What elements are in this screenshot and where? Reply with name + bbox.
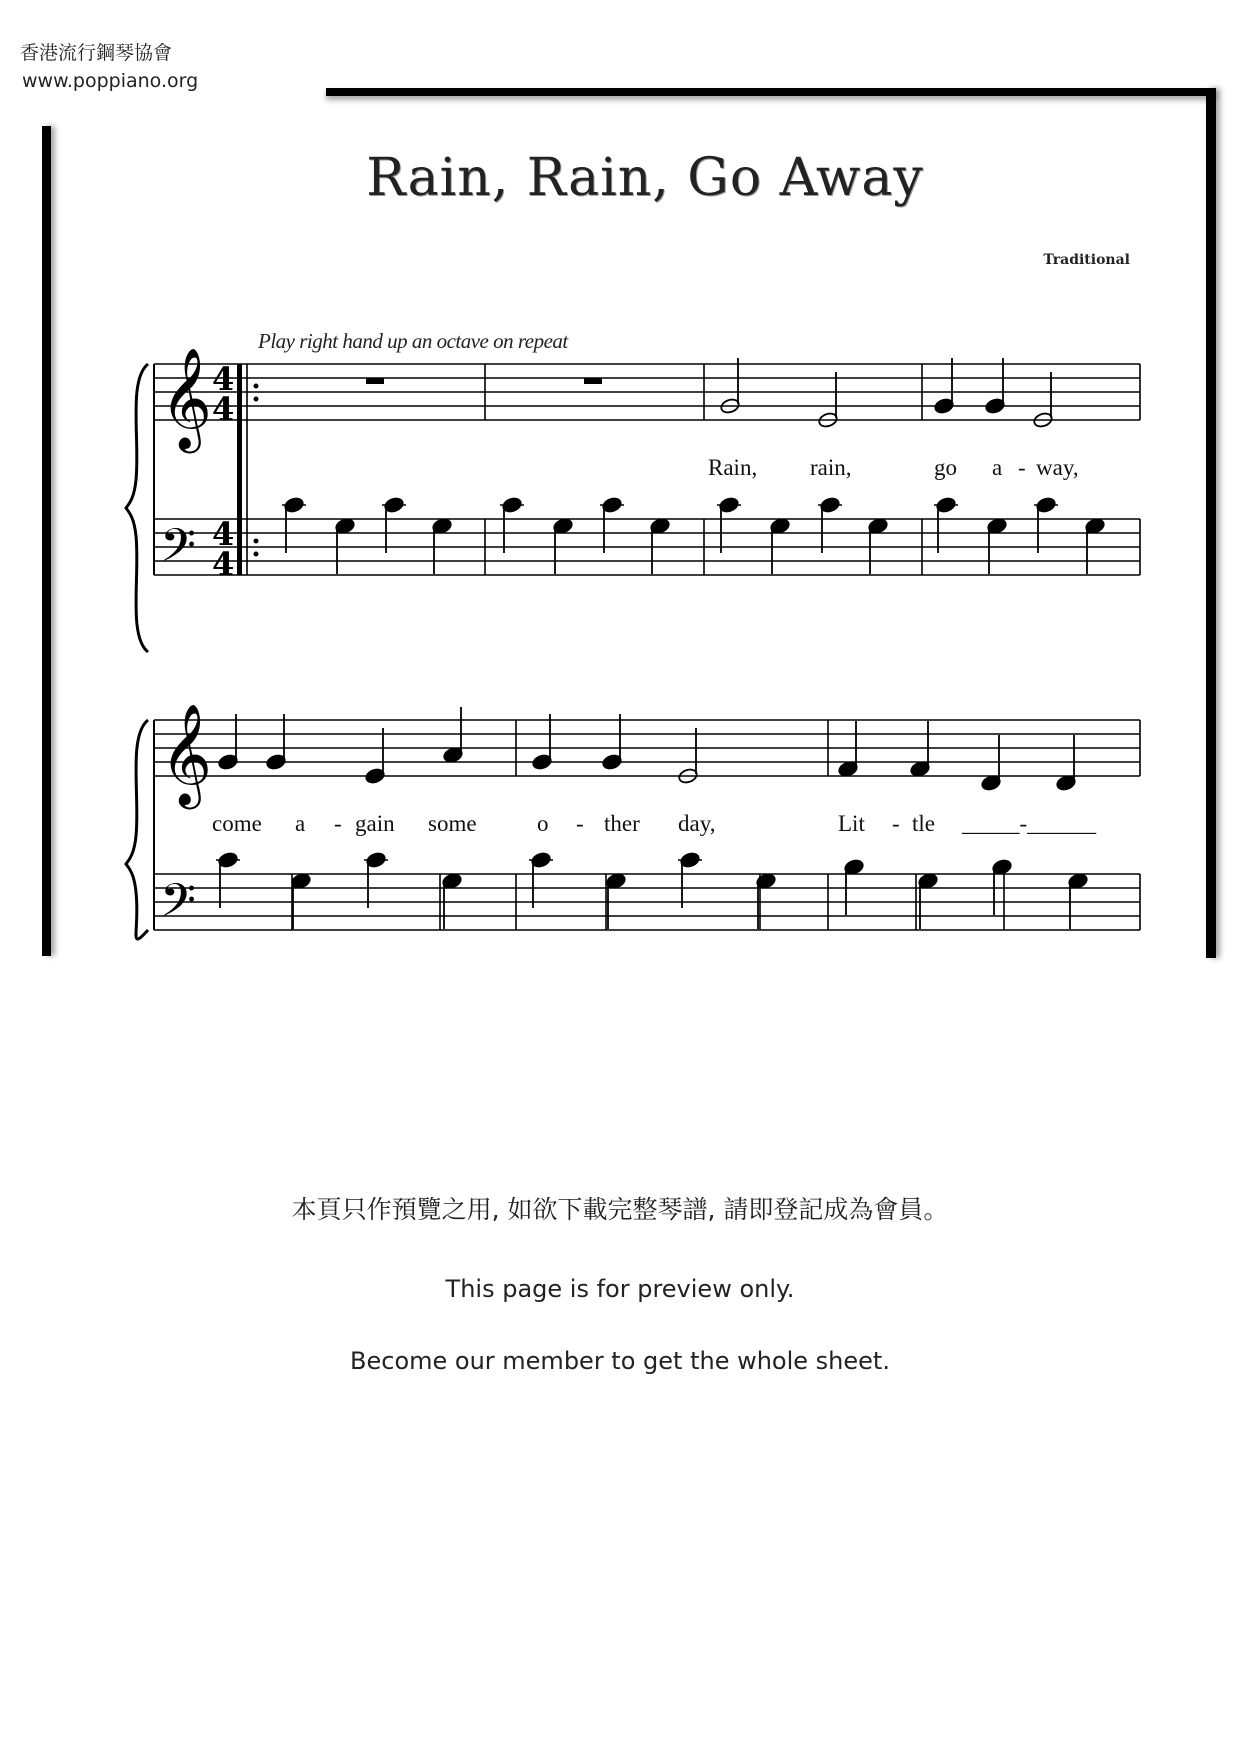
site-url[interactable]: www.poppiano.org	[22, 70, 199, 92]
lyric-syllable: o	[537, 811, 549, 836]
whole-rest	[584, 378, 602, 384]
performance-instruction: Play right hand up an octave on repeat	[258, 329, 568, 353]
treble-clef: 𝄞	[160, 346, 213, 449]
lyric-syllable: Rain,	[708, 455, 758, 480]
treble-clef: 𝄞	[160, 702, 213, 805]
lyric-syllable: day,	[678, 811, 716, 836]
treble-staff-lines	[154, 720, 1140, 776]
svg-text:4: 4	[212, 390, 235, 428]
lyric-syllable: rain,	[810, 455, 852, 480]
site-name: 香港流行鋼琴協會	[20, 42, 173, 64]
preview-notice-line-1: This page is for preview only.	[445, 1275, 795, 1303]
lyric-syllable: come	[212, 811, 262, 836]
lyric-syllable: ther	[604, 811, 640, 836]
lyric-syllable: gain	[355, 811, 395, 836]
bass-clef: 𝄢	[160, 519, 197, 584]
lyric-syllable: a	[992, 455, 1003, 480]
grand-staff-brace	[126, 720, 148, 939]
lyric-hyphen: -	[576, 811, 584, 836]
svg-text:4: 4	[212, 360, 235, 398]
lyric-hyphen: -	[334, 811, 342, 836]
repeat-start-thick	[237, 364, 242, 575]
grand-staff-brace	[126, 364, 148, 652]
preview-notice-line-2: Become our member to get the whole sheet.	[350, 1347, 890, 1375]
system-1	[126, 346, 1140, 652]
treble-notes-m6	[531, 714, 698, 785]
composer-credit: Traditional	[1043, 252, 1130, 268]
lyric-extender: _____-______	[962, 811, 1097, 836]
svg-text:4: 4	[212, 545, 235, 583]
lyric-syllable: way,	[1036, 455, 1079, 480]
treble-notes-m7	[837, 721, 1076, 792]
time-signature	[212, 360, 234, 583]
bass-notes-system-1	[282, 496, 1106, 574]
treble-notes-m3	[719, 358, 838, 429]
svg-text:4: 4	[212, 515, 235, 553]
bass-notes-system-2	[216, 851, 1089, 929]
treble-notes-m5	[217, 707, 463, 785]
lyric-syllable: a	[295, 811, 306, 836]
lyric-syllable: some	[428, 811, 477, 836]
bass-clef: 𝄢	[160, 874, 197, 939]
lyric-syllable: tle	[912, 811, 935, 836]
treble-notes-m4	[933, 358, 1053, 429]
lyric-hyphen: -	[1018, 455, 1026, 480]
lyric-syllable: go	[934, 455, 957, 480]
whole-rest	[366, 378, 384, 384]
song-title: Rain, Rain, Go Away	[366, 148, 924, 208]
lyric-hyphen: -	[892, 811, 900, 836]
lyric-syllable: Lit	[838, 811, 865, 836]
preview-notice-chinese: 本頁只作預覽之用, 如欲下載完整琴譜, 請即登記成為會員。	[291, 1195, 949, 1224]
